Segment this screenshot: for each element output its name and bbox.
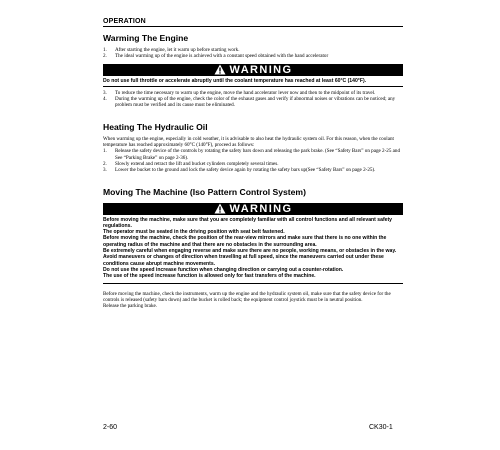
- moving-warning-text: [103, 217, 403, 280]
- warning-line: Avoid maneuvers or changes of direction when travelling at full speed, since the maneuvers carried out under these conditions cause abrupt machine movements.: [103, 254, 384, 267]
- list-item: 4. During the warming up of the engine, check the color of the exhaust gases and verify if abnormal noises or vibrations can be noticed; any problem must be verified and its cause must be eliminated.: [103, 96, 396, 109]
- header-rule: [103, 26, 403, 27]
- warning-line: The operator must be seated in the driving position with seat belt fastened.: [103, 229, 285, 236]
- warning-line: Before moving the machine, check the position of the rear-view mirrors and make sure that there is no one within the operating radius of the machine and that there are no obstacles in the surrounding area.: [103, 235, 387, 248]
- warning-banner: [103, 203, 403, 215]
- warning-text: Do not use full throttle or accelerate abruptly until the coolant temperature has reached at least 60°C (140°F).: [103, 77, 367, 84]
- manual-page: [103, 18, 403, 309]
- warning-label: WARNING: [229, 63, 293, 76]
- list-item: 1. Release the safety device of the controls by rotating the safety bars down and releasing the park brake. (See “Safety Bars” on page 2-25 and See “Parking Brake” on page 2-36).: [103, 148, 401, 161]
- warning-triangle-icon: [214, 64, 226, 75]
- heating-oil-intro: When warming up the engine, especially in cold weather, it is advisable to also heat the hydraulic system oil. For this reason, when the coolant temperature has reached approximately 60°C (140°F), proceed as follows:: [103, 135, 394, 149]
- page-number: 2-60: [103, 424, 118, 431]
- warming-engine-title: Warming The Engine: [103, 33, 189, 43]
- moving-machine-title: Moving The Machine (Iso Pattern Control System): [103, 186, 306, 197]
- heating-oil-title: Heating The Hydraulic Oil: [103, 121, 208, 132]
- moving-machine-paragraph: Before moving the machine, check the instruments, warm up the engine and the hydraulic system oil, make sure that the safety device for the controls is released (safety bars down) and the bucket is rolled back; the equipment control joystick must be in neutral position.: [103, 290, 391, 303]
- warning-label: WARNING: [229, 202, 293, 215]
- warning-banner: [103, 64, 403, 76]
- moving-machine-last-line: Release the parking brake.: [103, 303, 158, 310]
- warning-line: Be extremely careful when engaging reverse and make sure there are no people, working means, or obstacles in the way.: [103, 248, 397, 255]
- list-item: 3. To reduce the time necessary to warm up the engine, move the hand accelerator lever now and then to the midpoint of its travel.: [103, 89, 376, 96]
- warning-rule: [103, 86, 403, 87]
- list-item: 1. After starting the engine, let it warm up before starting work.: [103, 47, 240, 53]
- warning-line: The use of the speed increase function is allowed only for fast transfers of the machine.: [103, 273, 316, 280]
- list-item: 2. The ideal warming up of the engine is achieved with a constant speed obtained with the hand accelerator: [103, 53, 329, 60]
- warning-triangle-icon: [214, 203, 226, 214]
- warming-engine-steps: [103, 47, 403, 60]
- list-item: 3. Lower the bucket to the ground and lock the safety device again by rotating the safety bars up(See “Safety Bars” on page 2-25).: [103, 167, 376, 174]
- heating-oil-steps: [103, 148, 403, 173]
- warning-rule: [103, 283, 403, 284]
- list-item: 2. Slowly extend and retract the lift and bucket cylinders completely several times.: [103, 160, 279, 167]
- warming-engine-steps-continued: [103, 90, 403, 109]
- model-code: CK30-1: [369, 424, 393, 431]
- warning-line: Do not use the speed increase function when changing direction or carrying out a counter-rotation.: [103, 266, 344, 273]
- warning-line: Before moving the machine, make sure that you are completely familiar with all control functions and all relevant safety regulations.: [103, 216, 393, 229]
- section-header: OPERATION: [103, 18, 146, 25]
